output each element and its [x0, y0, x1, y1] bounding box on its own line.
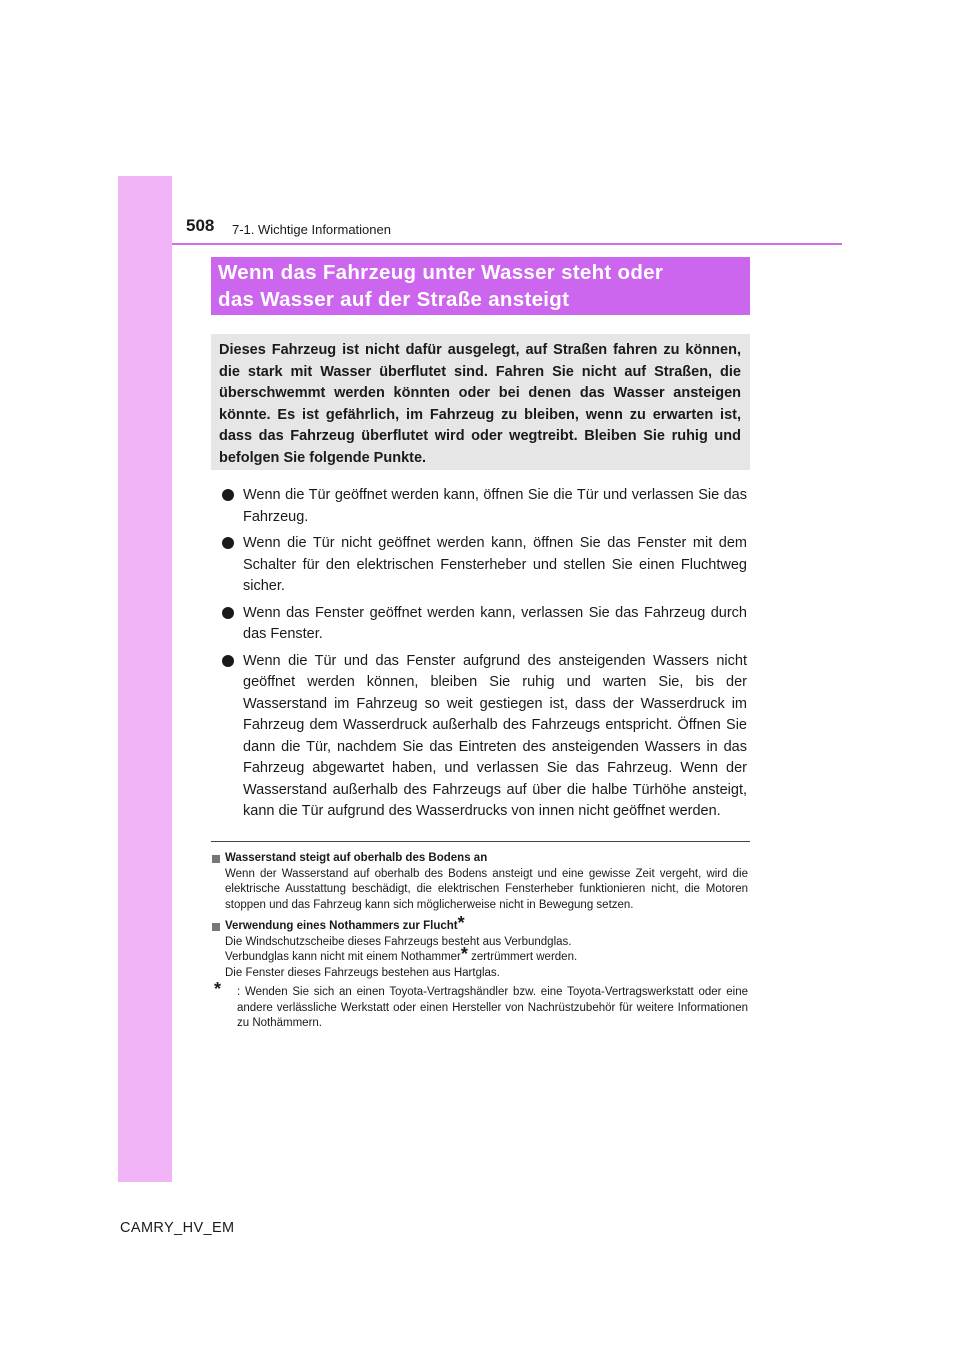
- note-line-part: zertrümmert werden.: [467, 951, 578, 963]
- square-bullet-icon: [212, 855, 220, 863]
- note-body: [211, 935, 748, 982]
- list-item: [221, 603, 747, 646]
- bullet-text: Wenn die Tür geöffnet werden kann, öffnen Sie die Tür und verlassen Sie das Fahrzeug.: [243, 487, 747, 525]
- footnote: [211, 979, 748, 1032]
- section-title-line-2: das Wasser auf der Straße ansteigt: [218, 288, 570, 311]
- bullet-dot-icon: [222, 489, 234, 501]
- section-title-line-1: Wenn das Fahrzeug unter Wasser steht oder: [218, 261, 664, 284]
- bullet-dot-icon: [222, 537, 234, 549]
- bullet-text: Wenn das Fenster geöffnet werden kann, verlassen Sie das Fahrzeug durch das Fenster.: [243, 604, 747, 642]
- note-line: Die Windschutzscheibe dieses Fahrzeugs besteht aus Verbundglas.: [225, 935, 572, 948]
- bullet-dot-icon: [222, 655, 234, 667]
- list-item: [221, 485, 747, 528]
- notes-divider: [211, 841, 750, 842]
- note-line: [225, 944, 748, 966]
- intro-box: [211, 334, 750, 470]
- asterisk-mark: *: [457, 913, 465, 933]
- footer-code: CAMRY_HV_EM: [120, 1220, 235, 1236]
- note-heading: [211, 851, 748, 867]
- note-heading-text: Verwendung eines Nothammers zur Flucht: [225, 920, 458, 932]
- square-bullet-icon: [212, 923, 220, 931]
- footnote-text: : Wenden Sie sich an einen Toyota-Vertragshändler bzw. eine Toyota-Vertragswerkstatt oder eine andere verlässliche Werkstatt oder einen Hersteller von Nachrüstzubehör für weitere Informationen zu Nothämmern.: [237, 986, 748, 1029]
- notes-section: [211, 851, 748, 1032]
- list-item: [221, 651, 747, 823]
- bullet-text: Wenn die Tür nicht geöffnet werden kann, öffnen Sie das Fenster mit dem Schalter für den elektrischen Fensterheber und stellen Sie einen Fluchtweg sicher.: [243, 535, 747, 594]
- note-line-part: Verbundglas kann nicht mit einem Nothammer: [225, 951, 461, 963]
- side-color-band: [118, 176, 172, 1182]
- note-body: Wenn der Wasserstand auf oberhalb des Bodens ansteigt und eine gewisse Zeit vergeht, wird die elektrische Ausstattung beschädigt, die elektrischen Fensterheber funktionieren nicht, die Motoren stoppen und das Fahrzeug kann sich möglicherweise nicht in Bewegung setzen.: [225, 867, 748, 911]
- page-number: 508: [186, 216, 215, 235]
- asterisk-mark: *: [460, 944, 468, 964]
- bullet-text: Wenn die Tür und das Fenster aufgrund des ansteigenden Wassers nicht geöffnet werden können, bleiben Sie ruhig und warten Sie, bis der Wasserstand im Fahrzeug so weit gestiegen ist, dass der Wasserdruck im Fahrzeug dem Wasserdruck außerhalb des Fahrzeugs entspricht. Öffnen Sie dann die Tür, nachdem Sie das Eintreten des ansteigenden Wassers in das Fahrzeug abgewartet haben, und verlassen Sie das Fahrzeug. Wenn der Wasserstand außerhalb des Fahrzeugs auf über die halbe Türhöhe ansteigt, kann die Tür aufgrund des Wasserdrucks von innen nicht geöffnet werden.: [243, 652, 747, 819]
- intro-text: Dieses Fahrzeug ist nicht dafür ausgelegt, auf Straßen fahren zu können, die stark mit Wasser überflutet sind. Fahren Sie nicht auf Straßen, die überschwemmt werden könnten oder bei denen das Wasser ansteigen könnte. Es ist gefährlich, im Fahrzeug zu bleiben, wenn zu erwarten ist, dass das Fahrzeug überflutet wird oder wegtreibt. Bleiben Sie ruhig und befolgen Sie folgende Punkte.: [219, 342, 741, 466]
- list-item: [221, 533, 747, 598]
- chapter-title: 7-1. Wichtige Informationen: [232, 222, 391, 237]
- note-line: Die Fenster dieses Fahrzeugs bestehen aus Hartglas.: [225, 966, 500, 979]
- note-heading-text: Wasserstand steigt auf oberhalb des Bodens an: [225, 852, 488, 864]
- header-rule: [172, 243, 842, 245]
- bullet-list: [221, 485, 747, 828]
- asterisk-mark: *: [214, 979, 222, 999]
- section-title-box: [211, 257, 750, 315]
- note-heading: [211, 913, 748, 935]
- bullet-dot-icon: [222, 607, 234, 619]
